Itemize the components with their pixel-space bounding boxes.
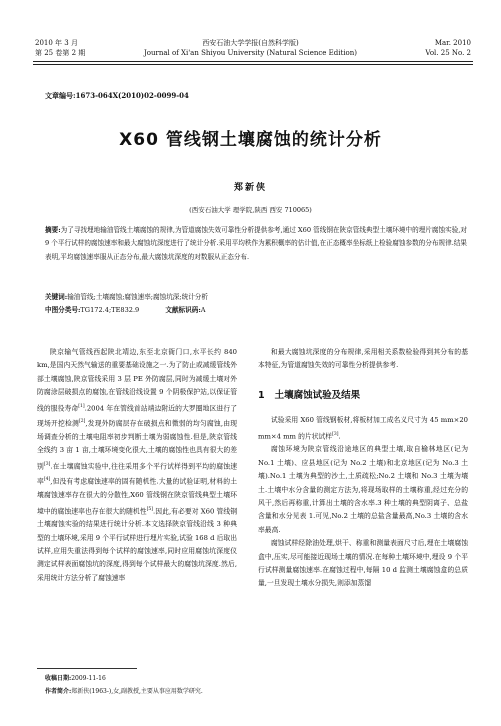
intro-paragraph: 陕京输气管线西起陕北靖边,东至北京衙门口,水平长约 840 km,是国内天然气输送的重要基础设施之一.为了防止或减缓管线外部土壤腐蚀,陕京管线采用 3 层 PE 外防腐层,同时为减缓土壤对外防腐涂层破损点的腐蚀,在管线沿线设置 9 个阴极保护站,以保证管线的服役寿命[1].2004 年在管线首站靖边附近的大罗圈地区进行了现场开挖检测[2],发现外防腐层存在破损点和微弱的均匀腐蚀,由现场调查分析的土壤电阻率初步判断土壤为弱腐蚀性.但是,陕京管线全线约 3 亩 1 亩,土壤环境变化很大,土壤的腐蚀性也具有很大的差别[3].在土壤腐蚀实验中,往往采用多个平行试样得到平均的腐蚀速率[4],但没有考虑腐蚀速率的固有随机性.大量的试验证明,材料的土壤腐蚀速率存在很大的分散性,X60 管线钢在陕京管线典型土壤环境中的腐蚀速率也存在很大的随机性[5].因此,有必要对 X60 管线钢土壤腐蚀实验的结果进行统计分析.本文选择陕京管线沿线 3 种典型的土壤环境,采用 9 个平行试样进行埋片实验,试验 168 d 后取出试样,应用失重法得到每个试样的腐蚀速率,同时应用腐蚀坑深度仪测定试样表面腐蚀坑的深度,得到每个试样最大的腐蚀坑深度.然后,采用统计方法分析了腐蚀速率 (37, 348, 238, 582)
section-heading (258, 389, 468, 402)
method-paragraph-3: 腐蚀试样经除油处理,烘干、称重和测量表面尺寸后,埋在土壤腐蚀盒中,压实,尽可能接近现场土壤的情况.在每种土壤环境中,埋设 9 个平行试样测量腐蚀速率.在腐蚀过程中,每隔 10 d 监测土壤腐蚀盒的总质量,一旦发现土壤水分损失,则添加蒸馏 (258, 539, 468, 588)
author-name: 郑新侠 (233, 183, 267, 193)
citation: [2] (79, 419, 86, 425)
doc-code-label: 文献标识码: (165, 306, 201, 314)
received-value: 2009-11-16 (71, 675, 106, 682)
journal-name-en: Journal of Xi'an Shiyou University (Natural Science Edition) (143, 49, 358, 57)
article-number: 文章编号:1673-064X(2010)02-0099-04 (45, 91, 189, 100)
header-volume: 第 25 卷第 2 期 (35, 49, 86, 57)
header-rule-top (33, 61, 473, 62)
keywords-label: 关键词: (45, 293, 68, 301)
keywords (45, 291, 467, 304)
citation: [3] (44, 461, 51, 467)
clc-value: TG172.4;TE832.9 (80, 306, 140, 314)
header-rule-bottom (33, 64, 473, 65)
left-column (37, 346, 237, 585)
received-label: 收稿日期: (45, 675, 72, 682)
header-date-en: Mar. 2010 (434, 39, 471, 47)
author-bio-label: 作者简介: (45, 688, 72, 695)
author-bio (45, 686, 203, 698)
citation: [1] (78, 403, 85, 409)
citation: [3] (332, 431, 339, 437)
abstract (45, 224, 467, 264)
doc-code-value: A (200, 306, 206, 314)
article-title: X60 管线钢土壤腐蚀的统计分析 (119, 130, 382, 150)
citation: [4] (43, 477, 51, 483)
header-volume-en: Vol. 25 No. 2 (425, 49, 471, 57)
received-date (45, 673, 106, 685)
header-date: 2010 年 3 月 (35, 39, 78, 47)
classification (45, 304, 206, 316)
clc-label: 中图分类号: (45, 306, 81, 314)
section-number: 1 (258, 389, 265, 401)
author-affiliation: (西安石油大学 理学院,陕西 西安 710065) (189, 206, 312, 214)
author-bio-value: 郑新侠(1963-),女,副教授,主要从事应用数学研究. (71, 688, 203, 695)
method-paragraph-2: 腐蚀环境为陕京管线沿途地区的典型土壤,取自榆林地区(记为 No.1 土壤)、应县地区(记为 No.2 土壤)和北京地区(记为 No.3 土壤).No.1 土壤为典型的沙土,土质疏松;No.2 土壤和 No.3 土壤为壤土.土壤中水分含量的测定方法为,将现场取样的土壤称重,经过充分的风干,然后再称重,计算出土壤的含水率.3 种土壤的典型阴离子、总盐含量和水分见表 1.可见,No.2 土壤的总盐含量最高,No.3 土壤的含水率最高. (258, 445, 468, 534)
right-column (258, 346, 468, 591)
header-right (425, 38, 471, 58)
keywords-text: 输油管线;土壤腐蚀;腐蚀速率;腐蚀坑深;统计分析 (67, 293, 208, 301)
abstract-label: 摘要: (45, 226, 61, 234)
footnote-rule (37, 668, 137, 669)
citation: [5] (146, 506, 154, 512)
abstract-text: 为了寻找埋地输油管线土壤腐蚀的规律,为管道腐蚀失效可靠性分析提供参考,通过 X60 管线钢在陕京管线典型土壤环境中的埋片腐蚀实验,对 9 个平行试样的腐蚀速率和最大腐蚀坑深度进行了统计分析.采用平均秩作为累积概率的估计值,在正态概率坐标纸上检验腐蚀参数的分布规律.结果表明,平均腐蚀速率服从正态分布,最大腐蚀坑深度的对数服从正态分布. (45, 226, 468, 261)
section-title: 土壤腐蚀试验及结果 (274, 389, 361, 401)
intro-continuation: 和最大腐蚀坑深度的分布规律,采用相关系数检验得到其分布的基本特征,为管道腐蚀失效的可靠性分析提供参考. (258, 348, 468, 370)
journal-name-cn: 西安石油大学学报(自然科学版) (202, 39, 299, 47)
method-paragraph-1: 试验采用 X60 管线钢板材,将板材加工成名义尺寸为 45 mm×20 mm×4 mm 的片状试样[3]. (258, 416, 468, 440)
